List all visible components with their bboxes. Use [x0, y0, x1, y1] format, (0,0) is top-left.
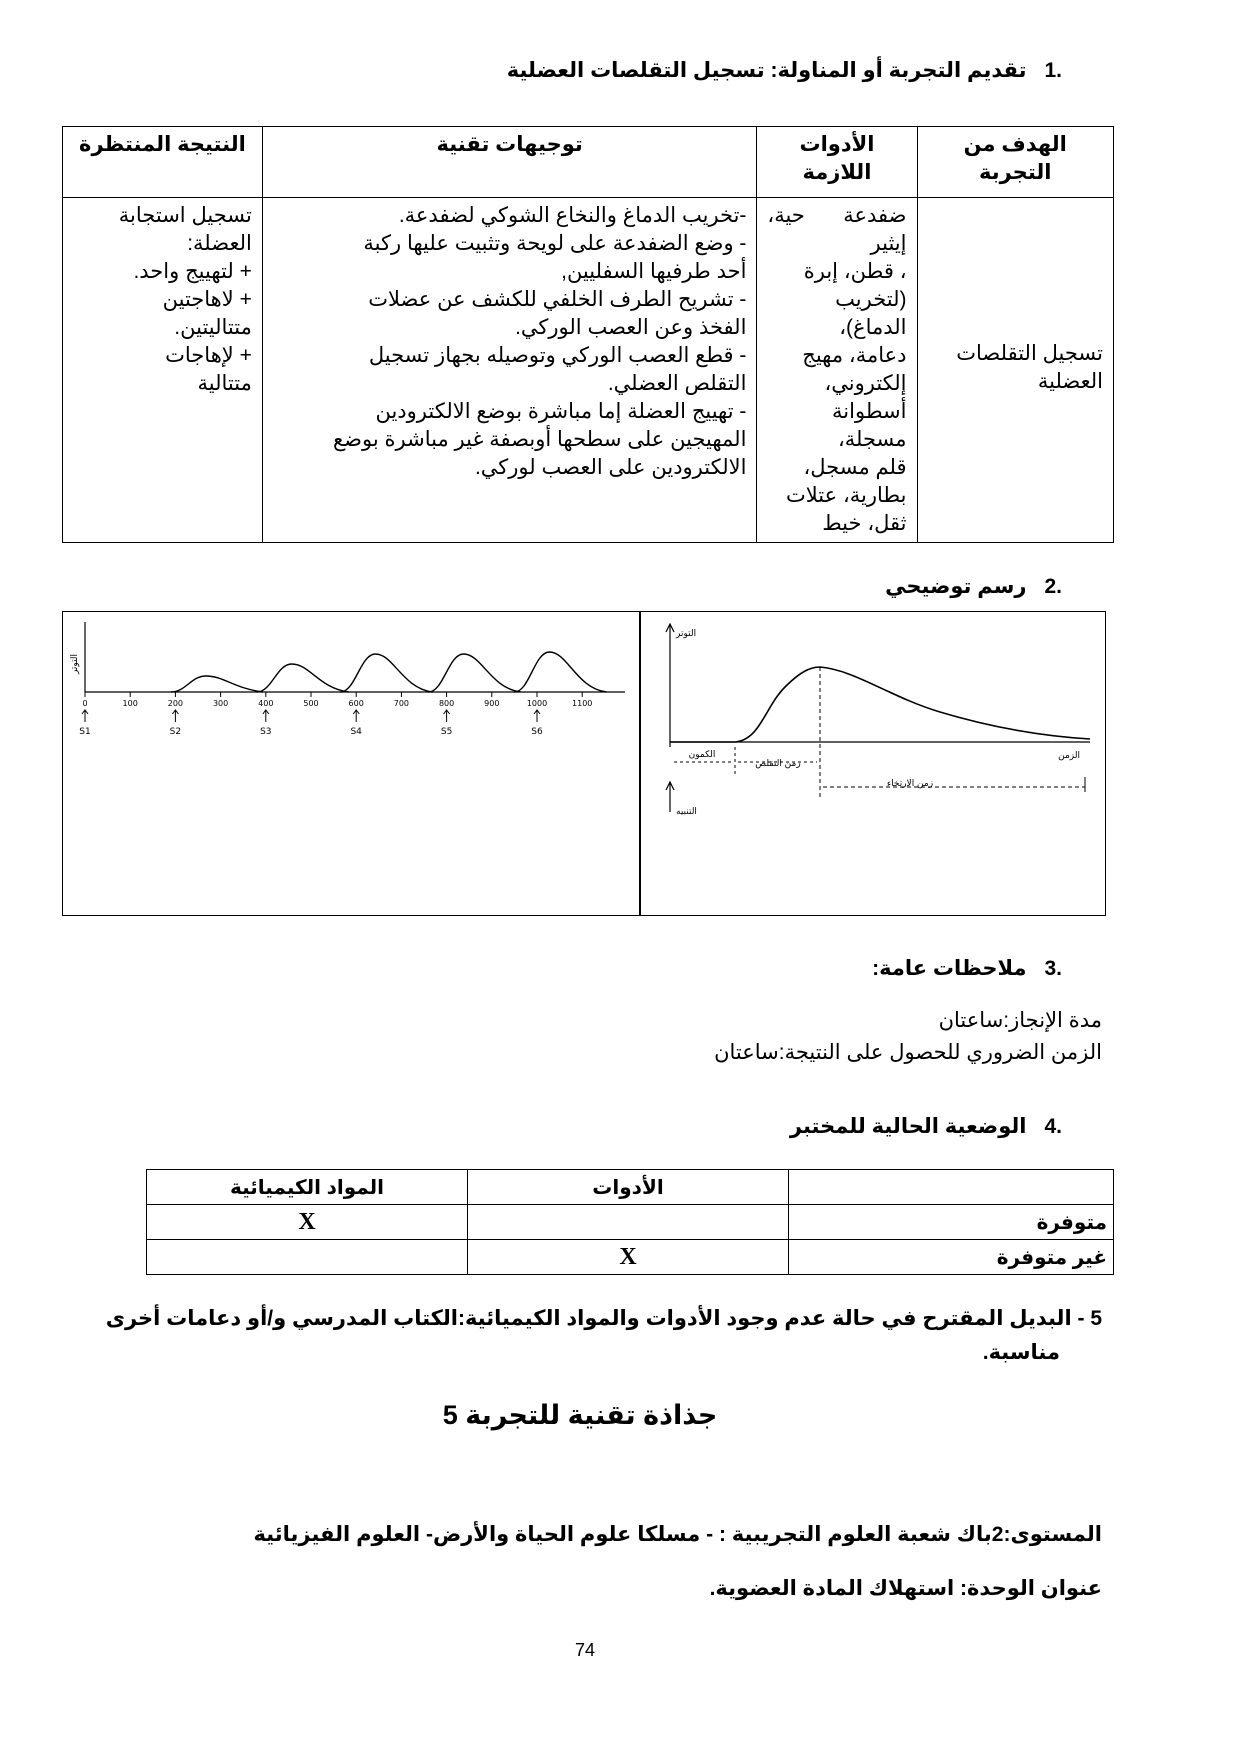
x-ticks — [82, 692, 592, 708]
header-result: النتيجة المنتظرة — [63, 127, 263, 198]
experiment-table — [62, 126, 1114, 543]
stimulus-label: التنبيه — [676, 807, 697, 817]
tools-line: بطارية، عتلات — [786, 484, 907, 507]
step-line: - تهييج العضلة إما مباشرة بوضع الالكترودين — [375, 400, 747, 423]
unit-line: عنوان الوحدة: استهلاك المادة العضوية. — [709, 1577, 1102, 1600]
experiment-table-row — [63, 198, 1114, 543]
row-label: متوفرة — [789, 1205, 1114, 1240]
y-axis-label: التوتر — [70, 653, 80, 675]
page-number: 74 — [574, 1640, 596, 1660]
tools-line: (لتخريب الدماغ)، — [835, 288, 907, 339]
x-tick-label: 700 — [393, 699, 410, 708]
header-goal: الهدف من التجربة — [917, 127, 1114, 198]
latency-label: الكمون — [688, 750, 716, 760]
section2-heading — [885, 574, 1062, 599]
chem-mark — [147, 1240, 468, 1275]
contraction-label: زمن التقلص — [755, 759, 801, 769]
experiment-table-header — [63, 127, 1114, 198]
x-tick-label: 1000 — [526, 699, 548, 708]
tools-line: إلكتروني، — [824, 372, 907, 395]
x-tick-label: 600 — [348, 699, 364, 708]
x-tick-label: 500 — [303, 699, 319, 708]
result-line: العضلة: — [187, 232, 252, 255]
corner-cell — [789, 1170, 1114, 1205]
lab-status-row — [147, 1205, 1114, 1240]
note-result-time: الزمن الضروري للحصول على النتيجة:ساعتان — [714, 1041, 1102, 1064]
step-line: المهيجين على سطحها أوبصفة غير مباشرة بوضع — [333, 428, 747, 451]
twitch-curve — [429, 654, 521, 692]
step-line: التقلص العضلي. — [607, 372, 747, 395]
alternative-line-2: مناسبة. — [982, 1341, 1060, 1364]
twitch-curves — [171, 652, 607, 692]
illustration-frame — [62, 611, 1106, 916]
stimulus-label: S4 — [350, 727, 362, 737]
stimulus-markers — [79, 710, 543, 737]
time-label: الزمن — [1058, 751, 1080, 761]
tools-cell — [757, 198, 917, 543]
level-line: المستوى:2باك شعبة العلوم التجريبية : - مسلكا علوم الحياة والأرض- العلوم الفيزيائية — [253, 1523, 1102, 1546]
twitch-curve — [257, 664, 349, 692]
alternative-line-1: 5 - البديل المقترح في حالة عدم وجود الأدوات والمواد الكيميائية:الكتاب المدرسي و/أو دعامات أخرى — [105, 1307, 1102, 1330]
stimulus-label: S6 — [531, 727, 543, 737]
twitch-curve — [670, 667, 1090, 742]
result-line: + لإهاجات — [165, 344, 252, 367]
tools-line: قلم مسجل، — [803, 456, 907, 479]
twitch-curve — [340, 654, 432, 692]
steps-cell — [262, 198, 757, 543]
twitch-curve — [514, 652, 606, 692]
section1-heading — [507, 58, 1062, 83]
section2-number: .2 — [1044, 575, 1062, 598]
header-chemicals: المواد الكيميائية — [147, 1170, 468, 1205]
result-line: متتالية — [197, 372, 252, 395]
x-tick-label: 200 — [167, 699, 184, 708]
step-line: الفخذ وعن العصب الوركي. — [515, 316, 747, 339]
stimulus-label: S2 — [169, 727, 182, 737]
tools-line: أسطوانة مسجلة، — [832, 400, 907, 451]
single-twitch-graph — [640, 612, 1105, 915]
tools-line: دعامة، مهيج — [802, 344, 907, 367]
step-line: - قطع العصب الوركي وتوصيله بجهاز تسجيل — [368, 344, 747, 367]
section2-title: رسم توضيحي — [885, 575, 1027, 598]
x-tick-label: 0 — [82, 699, 88, 708]
x-tick-label: 1100 — [572, 699, 593, 708]
section4-number: .4 — [1044, 1115, 1062, 1138]
tools-mark: X — [468, 1240, 789, 1275]
result-line: + لتهييج واحد. — [133, 260, 252, 283]
result-line: متتاليتين. — [174, 316, 252, 339]
result-cell — [63, 198, 263, 543]
section3-title: ملاحظات عامة: — [872, 957, 1027, 980]
result-line: تسجيل استجابة — [118, 204, 252, 227]
tools-line: ، قطن، إبرة — [803, 260, 907, 283]
goal-text: تسجيل التقلصات العضلية — [956, 342, 1103, 393]
section4-title: الوضعية الحالية للمختبر — [789, 1115, 1027, 1138]
stimulus-label: S1 — [79, 727, 91, 737]
twitch-series-graph — [63, 612, 639, 915]
tools-line: ضفدعة حية، إيثير — [767, 204, 907, 255]
lab-status-table — [146, 1169, 1114, 1275]
card-title: جذاذة تقنية للتجربة 5 — [442, 1400, 718, 1430]
x-tick-label: 100 — [122, 699, 138, 708]
x-tick-label: 900 — [484, 699, 500, 708]
step-line: الالكترودين على العصب لوركي. — [474, 456, 747, 479]
twitch-curve — [171, 676, 263, 692]
section4-heading — [790, 1114, 1062, 1139]
x-tick-label: 800 — [438, 699, 455, 708]
tension-label: التوتر — [676, 629, 697, 639]
lab-status-header — [147, 1170, 1114, 1205]
tools-line: ثقل، خيط — [822, 512, 907, 535]
result-line: + لاهاجتين — [162, 288, 252, 311]
goal-cell — [917, 198, 1114, 543]
relaxation-label: زمن الارتخاء — [886, 779, 934, 789]
section1-number: .1 — [1044, 59, 1062, 82]
row-label: غير متوفرة — [789, 1240, 1114, 1275]
header-steps: توجيهات تقنية — [262, 127, 757, 198]
step-line: - وضع الضفدعة على لويحة وتثبيت عليها ركبة — [363, 232, 747, 255]
chem-mark: X — [147, 1205, 468, 1240]
stimulus-label: S3 — [260, 727, 272, 737]
x-tick-label: 400 — [258, 699, 274, 708]
section3-number: .3 — [1044, 957, 1062, 980]
step-line: أحد طرفيها السفليين, — [561, 260, 747, 283]
note-duration: مدة الإنجاز:ساعتان — [938, 1009, 1102, 1032]
header-tools: الأدوات اللازمة — [757, 127, 917, 198]
section1-title: تقديم التجربة أو المناولة: تسجيل التقلصات العضلية — [506, 59, 1027, 82]
step-line: -تخريب الدماغ والنخاع الشوكي لضفدعة. — [398, 204, 747, 227]
section3-heading — [872, 956, 1062, 981]
x-tick-label: 300 — [212, 699, 229, 708]
lab-status-row — [147, 1240, 1114, 1275]
step-line: - تشريح الطرف الخلفي للكشف عن عضلات — [368, 288, 747, 311]
tools-mark — [468, 1205, 789, 1240]
stimulus-label: S5 — [440, 727, 453, 737]
header-tools: الأدوات — [468, 1170, 789, 1205]
